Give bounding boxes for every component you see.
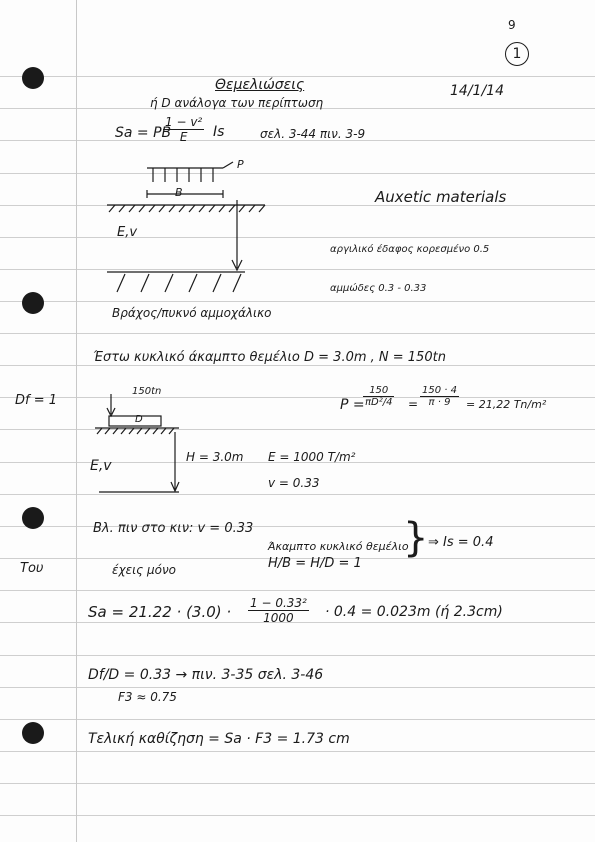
fraction-numerator: 150 [363,385,394,397]
width-label: B [175,186,183,199]
ruled-line [0,526,595,527]
circled-number: 1 [505,42,529,66]
margin-line [76,0,77,842]
soil-label-2: E,v [90,458,112,474]
page-title: Θεμελιώσεις [215,77,305,93]
ruled-line [0,719,595,720]
ruled-line [0,365,595,366]
ruled-line [0,494,595,495]
elastic-modulus: E = 1000 T/m² [268,450,356,464]
lookup-note: έχεις μόνο [112,563,177,577]
depth-factor-line-1: Df/D = 0.33 → πιν. 3-35 σελ. 3-46 [88,667,324,683]
soil-label: E,v [117,225,138,240]
pressure-lhs: P = [340,397,365,413]
rock-base-label: Βράχος/πυκνό αμμοχάλικο [112,306,272,320]
binder-hole [22,722,44,744]
formula-reference: σελ. 3-44 πιν. 3-9 [260,127,366,141]
ruled-line [0,751,595,752]
binder-hole [22,292,44,314]
fraction-denominator: π · 9 [428,397,451,408]
example-intro: Έστω κυκλικό άκαμπτο θεμέλιο D = 3.0m , N = 150tn [93,350,446,365]
materials-row-clay: αργιλικό έδαφος κορεσμένο 0.5 [330,244,490,255]
fraction-numerator: 150 · 4 [422,385,457,396]
pressure-fraction-2 [420,385,459,408]
fraction-denominator: E [179,130,188,144]
ruled-line [0,815,595,816]
binder-hole [22,67,44,89]
formula-factor: Is [213,124,225,140]
load-label-2: 150tn [132,386,162,397]
equals-sign: = [408,397,419,411]
fraction-denominator: πD²/4 [365,397,393,408]
materials-heading: Auxetic materials [375,188,507,206]
width-label-2: D [135,414,143,425]
lookup-line-1: Βλ. πιν στο κιν: v = 0.33 [93,521,254,536]
brace: } [403,515,429,561]
lookup-margin-note: Του [20,561,44,576]
formula-fraction [163,115,204,144]
ruled-line [0,655,595,656]
pressure-fraction-1 [363,385,394,408]
pressure-result: = 21,22 Tn/m² [466,398,547,411]
final-settlement: Τελική καθίζηση = Sa · F3 = 1.73 cm [88,731,350,747]
sa-calc-rhs: · 0.4 = 0.023m (ή 2.3cm) [325,604,503,620]
depth-label: H = 3.0m [186,450,244,464]
fraction-denominator: 1000 [263,611,294,625]
page-date: 14/1/14 [450,83,504,99]
ruled-line [0,429,595,430]
lookup-line-2: Άκαμπτο κυκλικό θεμέλιο [268,540,409,553]
fraction-numerator: 1 − v² [165,115,203,129]
lookup-result: ⇒ Is = 0.4 [428,535,494,550]
load-label: P [237,158,244,171]
df-margin-label: Df = 1 [15,393,58,408]
formula-lhs: Sa = PB [115,125,172,141]
sa-calc-lhs: Sa = 21.22 · (3.0) · [88,603,232,621]
foundation-sketch [105,160,365,310]
sa-calc-fraction [248,596,309,625]
page-number: 9 [508,18,516,32]
ruled-line [0,590,595,591]
materials-row-sand: αμμώδες 0.3 - 0.33 [330,283,427,294]
ruled-line [0,333,595,334]
ruled-line [0,687,595,688]
binder-hole [22,507,44,529]
poisson-ratio: v = 0.33 [268,476,320,490]
foundation-sketch-2 [95,392,215,502]
depth-factor-line-2: F3 ≈ 0.75 [118,690,177,704]
ruled-line [0,783,595,784]
lookup-line-3: H/B = H/D = 1 [268,556,362,571]
title-subnote: ή D ανάλογα των περίπτωση [150,96,324,110]
fraction-numerator: 1 − 0.33² [250,596,307,610]
